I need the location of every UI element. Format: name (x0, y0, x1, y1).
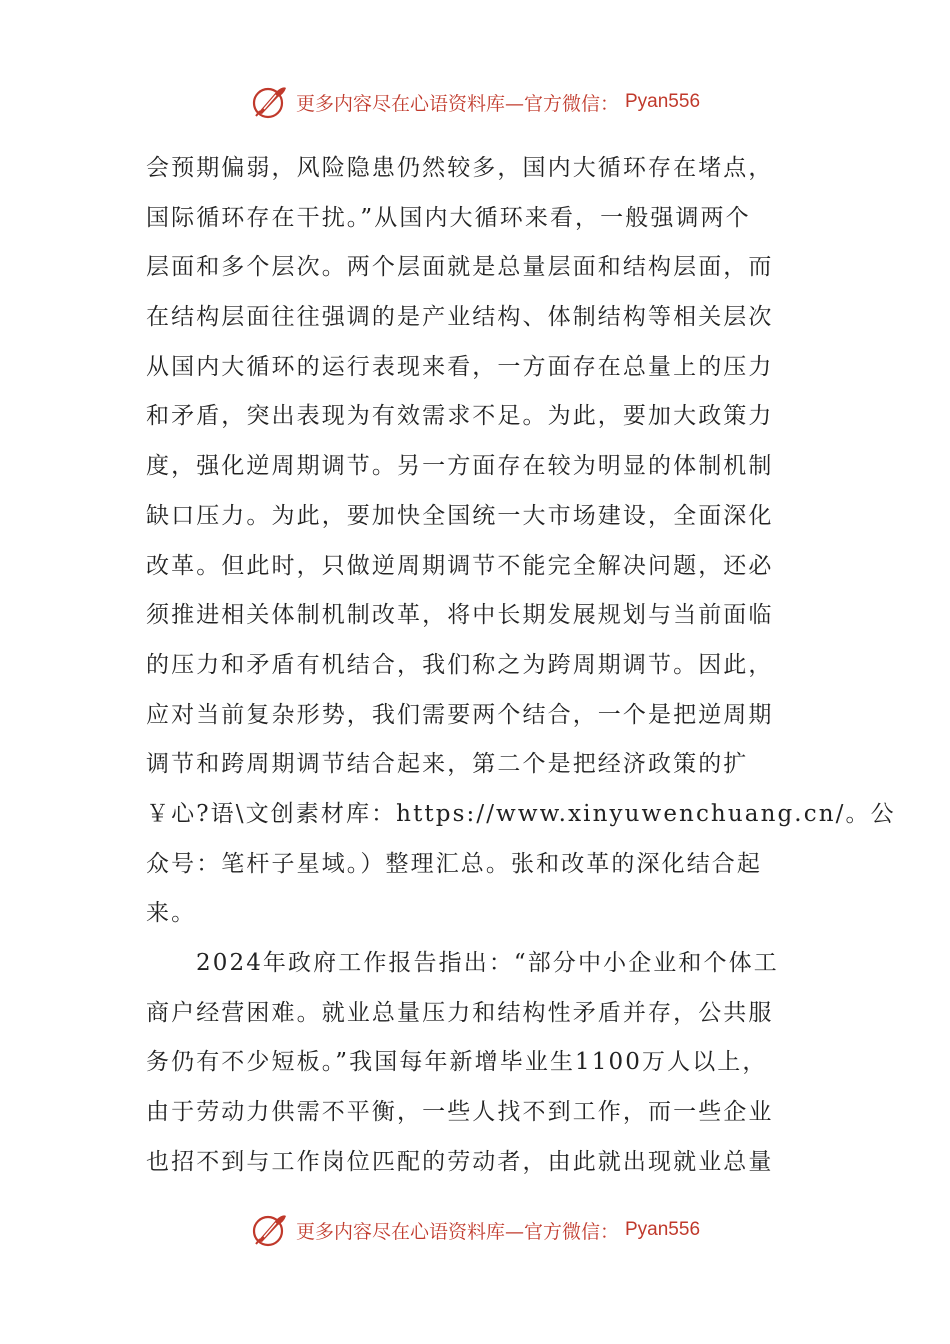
text-line: 国际循环存在干扰。”从国内大循环来看，一般强调两个 (146, 204, 751, 231)
text-line: 层面和多个层次。两个层面就是总量层面和结构层面，而 (146, 254, 774, 281)
quill-pen-logo-icon (250, 1210, 290, 1250)
quill-pen-logo-icon (250, 82, 290, 122)
text-line: 须推进相关体制机制改革，将中长期发展规划与当前面临 (146, 602, 774, 629)
text-line: 缺口压力。为此，要加快全国统一大市场建设，全面深化 (146, 502, 774, 529)
text-line: 会预期偏弱，风险隐患仍然较多，国内大循环存在堵点， (146, 155, 774, 181)
header-banner-wechat-id: Pyan556 (625, 91, 701, 112)
text-line: 商户经营困难。就业总量压力和结构性矛盾并存，公共服 (146, 999, 774, 1026)
text-line: 改革。但此时，只做逆周期调节不能完全解决问题，还必 (146, 552, 774, 579)
footer-banner-text: 更多内容尽在心语资料库—官方微信： (295, 1220, 619, 1243)
text-line: 由于劳动力供需不平衡，一些人找不到工作，而一些企业 (146, 1099, 774, 1126)
paragraph-start-line: 2024年政府工作报告指出：“部分中小企业和个体工 (196, 950, 779, 976)
text-line: 也招不到与工作岗位匹配的劳动者，由此就出现就业总量 (146, 1148, 774, 1175)
text-line: 应对当前复杂形势，我们需要两个结合，一个是把逆周期 (146, 701, 774, 728)
text-line: 务仍有不少短板。”我国每年新增毕业生1100万人以上， (146, 1049, 768, 1076)
text-line: 在结构层面往往强调的是产业结构、体制结构等相关层次 (146, 304, 774, 331)
text-line: 的压力和矛盾有机结合，我们称之为跨周期调节。因此， (146, 651, 774, 678)
text-line: 来。 (146, 900, 197, 927)
text-line-watermark-url: ￥心?语\文创素材库：https://www.xinyuwenchuang.cn/。公 (146, 800, 896, 827)
footer-banner (0, 1208, 950, 1252)
header-banner (0, 80, 950, 124)
header-banner-text: 更多内容尽在心语资料库—官方微信： (295, 92, 619, 115)
text-line: 度，强化逆周期调节。另一方面存在较为明显的体制机制 (146, 453, 774, 480)
text-line: 调节和跨周期调节结合起来，第二个是把经济政策的扩 (146, 751, 749, 778)
text-line: 从国内大循环的运行表现来看，一方面存在总量上的压力 (146, 353, 774, 380)
footer-banner-wechat-id: Pyan556 (625, 1219, 701, 1240)
text-line: 和矛盾，突出表现为有效需求不足。为此，要加大政策力 (146, 403, 774, 430)
document-body (146, 144, 896, 1187)
text-line: 众号：笔杆子星域。）整理汇总。张和改革的深化结合起 (146, 850, 762, 877)
